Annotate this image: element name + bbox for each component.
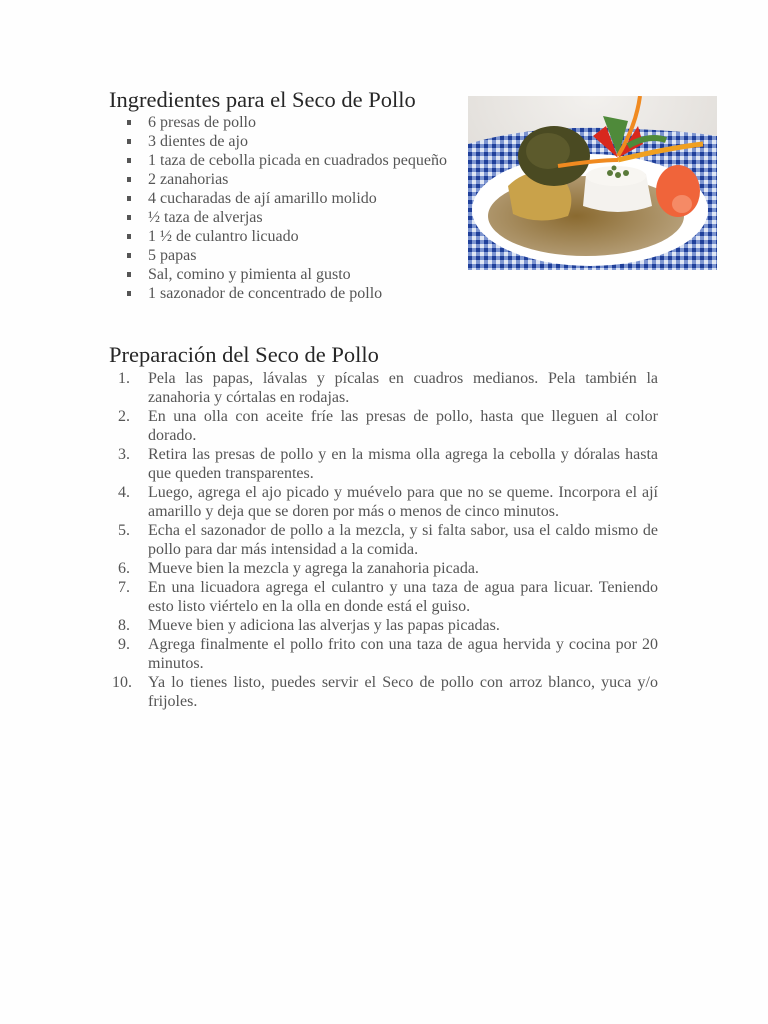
square-bullet-icon	[127, 120, 131, 125]
step-number: 3.	[118, 446, 130, 463]
preparation-steps-list	[112, 369, 658, 711]
ingredients-list	[148, 113, 456, 303]
step-item	[118, 445, 658, 483]
ingredient-item	[148, 246, 456, 265]
ingredient-text: ½ taza de alverjas	[148, 209, 263, 226]
square-bullet-icon	[127, 234, 131, 239]
square-bullet-icon	[127, 272, 131, 277]
step-number: 1.	[118, 370, 130, 387]
step-text: Pela las papas, lávalas y pícalas en cuadros medianos. Pela también la zanahoria y córtalas en rodajas.	[148, 370, 658, 406]
ingredient-text: 1 ½ de culantro licuado	[148, 228, 299, 245]
step-item	[118, 635, 658, 673]
step-text: Luego, agrega el ajo picado y muévelo para que no se queme. Incorpora el ají amarillo y deja que se doren por más o menos de cinco minutos.	[148, 484, 658, 520]
ingredient-item	[148, 170, 456, 189]
square-bullet-icon	[127, 139, 131, 144]
step-item	[118, 369, 658, 407]
step-text: Mueve bien y adiciona las alverjas y las papas picadas.	[148, 617, 500, 634]
ingredient-text: 2 zanahorias	[148, 171, 229, 188]
ingredient-item	[148, 265, 456, 284]
step-number: 5.	[118, 522, 130, 539]
ingredient-text: Sal, comino y pimienta al gusto	[148, 266, 351, 283]
step-text: Agrega finalmente el pollo frito con una taza de agua hervida y cocina por 20 minutos.	[148, 636, 658, 672]
dish-illustration-icon	[468, 96, 717, 270]
step-text: Echa el sazonador de pollo a la mezcla, y si falta sabor, usa el caldo mismo de pollo para dar más intensidad a la comida.	[148, 522, 658, 558]
square-bullet-icon	[127, 177, 131, 182]
seco-de-pollo-photo	[468, 96, 717, 270]
step-item	[118, 407, 658, 445]
ingredient-text: 3 dientes de ajo	[148, 133, 248, 150]
step-item	[118, 521, 658, 559]
step-item	[112, 673, 658, 711]
step-text: Ya lo tienes listo, puedes servir el Seco de pollo con arroz blanco, yuca y/o frijoles.	[148, 674, 658, 710]
step-item	[118, 578, 658, 616]
step-number: 8.	[118, 617, 130, 634]
ingredient-text: 6 presas de pollo	[148, 114, 256, 131]
ingredient-text: 5 papas	[148, 247, 197, 264]
ingredients-heading: Ingredientes para el Seco de Pollo	[109, 87, 416, 112]
step-text: Mueve bien la mezcla y agrega la zanahoria picada.	[148, 560, 479, 577]
ingredient-item	[148, 227, 456, 246]
square-bullet-icon	[127, 253, 131, 258]
preparation-heading: Preparación del Seco de Pollo	[109, 342, 379, 367]
step-number: 7.	[118, 579, 130, 596]
step-number: 2.	[118, 408, 130, 425]
step-number: 10.	[112, 674, 132, 691]
step-item	[118, 616, 658, 635]
square-bullet-icon	[127, 215, 131, 220]
ingredient-text: 4 cucharadas de ají amarillo molido	[148, 190, 377, 207]
step-text: En una licuadora agrega el culantro y una taza de agua para licuar. Teniendo esto listo viértelo en la olla en donde está el guiso.	[148, 579, 658, 615]
step-item	[118, 559, 658, 578]
ingredient-text: 1 taza de cebolla picada en cuadrados pequeño	[148, 152, 447, 169]
ingredient-item	[148, 189, 456, 208]
square-bullet-icon	[127, 291, 131, 296]
ingredient-item	[148, 208, 456, 227]
step-text: En una olla con aceite fríe las presas de pollo, hasta que lleguen al color dorado.	[148, 408, 658, 444]
step-number: 6.	[118, 560, 130, 577]
square-bullet-icon	[127, 196, 131, 201]
step-number: 4.	[118, 484, 130, 501]
ingredient-item	[148, 284, 456, 303]
ingredient-item	[148, 132, 456, 151]
ingredient-item	[148, 113, 456, 132]
step-text: Retira las presas de pollo y en la misma olla agrega la cebolla y dóralas hasta que queden transparentes.	[148, 446, 658, 482]
step-item	[118, 483, 658, 521]
square-bullet-icon	[127, 158, 131, 163]
ingredient-text: 1 sazonador de concentrado de pollo	[148, 285, 383, 302]
step-number: 9.	[118, 636, 130, 653]
ingredient-item	[148, 151, 456, 170]
